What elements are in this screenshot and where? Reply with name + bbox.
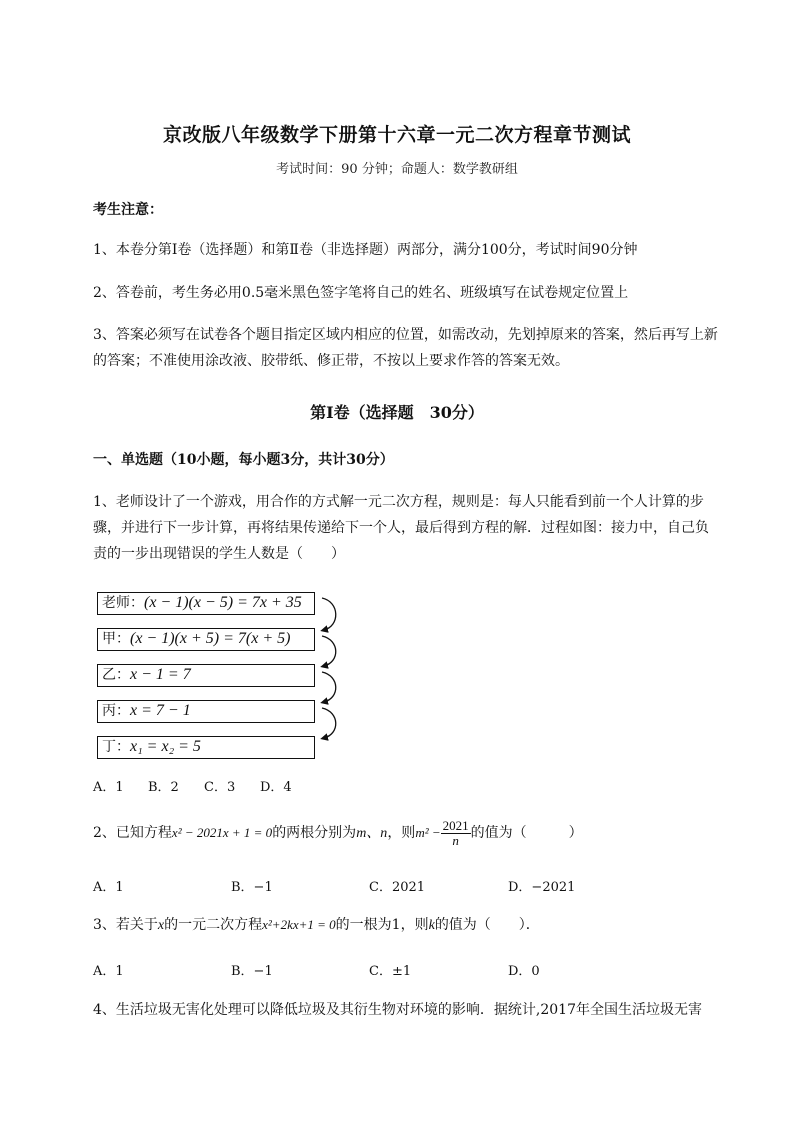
q3-prefix: 3、若关于	[93, 917, 158, 933]
step-expression: x₁ = x₂ = 5	[130, 738, 201, 755]
q1-line-1: 1、老师设计了一个游戏，用合作的方式解一元二次方程，规则是：每人只能看到前一个人计算的步	[93, 494, 704, 510]
page-title: 京改版八年级数学下册第十六章一元二次方程章节测试	[162, 124, 631, 146]
q2-stem	[93, 816, 583, 851]
q1-line-3: 责的一步出现错误的学生人数是（ ）	[93, 546, 345, 562]
q2-option-a[interactable]: A．1	[93, 880, 124, 895]
q1-step-teacher	[97, 592, 315, 615]
q2-expr: m² −	[415, 825, 441, 840]
step-expression: (x − 1)(x + 5) = 7(x + 5)	[130, 630, 291, 647]
fraction-denominator: n	[452, 832, 459, 848]
q2-suffix: 的值为（ ）	[470, 825, 583, 841]
q3-mid: 的一元二次方程	[164, 917, 263, 933]
q4-line-1: 4、生活垃圾无害化处理可以降低垃圾及其衍生物对环境的影响．据统计,2017年全国生活垃圾无害	[93, 1002, 702, 1018]
notice-item-2: 2、答卷前，考生务必用0.5毫米黑色签字笔将自己的姓名、班级填写在试卷规定位置上	[93, 285, 629, 301]
q1-option-d[interactable]: D．4	[260, 780, 292, 795]
q1-line-2: 骤，并进行下一步计算，再将结果传递给下一个人，最后得到方程的解．过程如图：接力中，自己负	[93, 520, 709, 536]
q3-mid2: 的一根为1，则	[335, 917, 429, 933]
q3-option-a[interactable]: A．1	[93, 964, 124, 979]
q2-ask: ，则	[387, 825, 416, 841]
q1-option-a[interactable]: A．1	[93, 780, 124, 795]
step-expression: (x − 1)(x − 5) = 7x + 35	[144, 594, 302, 611]
q2-fraction	[441, 819, 471, 848]
q1-option-c[interactable]: C．3	[204, 780, 236, 795]
q3-suffix: 的值为（ ）．	[434, 917, 540, 933]
q1-step-jia	[97, 628, 315, 651]
q3-var: x	[157, 918, 165, 933]
relay-arrows-icon	[318, 590, 348, 760]
q3-option-d[interactable]: D．0	[508, 964, 540, 979]
fraction-numerator: 2021	[442, 817, 469, 833]
step-expression: x − 1 = 7	[130, 666, 191, 683]
exam-subtitle: 考试时间：90 分钟；命题人：数学教研组	[276, 162, 518, 177]
q3-stem	[93, 915, 540, 936]
step-person: 乙：	[102, 667, 130, 683]
step-person: 甲：	[102, 631, 130, 647]
q2-roots: m、n	[356, 826, 388, 841]
q1-step-ding	[97, 736, 315, 759]
q2-option-b[interactable]: B．−1	[231, 880, 273, 895]
q2-equation: x² − 2021x + 1 = 0	[171, 825, 273, 840]
step-person: 丁：	[102, 739, 130, 755]
q3-option-b[interactable]: B．−1	[231, 964, 273, 979]
q3-option-c[interactable]: C．±1	[369, 964, 412, 979]
q1-step-yi	[97, 664, 315, 687]
notice-item-3: 3、答案必须写在试卷各个题目指定区域内相应的位置，如需改动，先划掉原来的答案，然后再写上新	[93, 327, 718, 343]
section-single-choice: 一、单选题（10小题，每小题3分，共计30分）	[93, 452, 394, 468]
q3-k: k	[428, 918, 435, 933]
q2-prefix: 2、已知方程	[93, 825, 172, 841]
notice-item-1: 1、本卷分第Ⅰ卷（选择题）和第Ⅱ卷（非选择题）两部分，满分100分，考试时间90分钟	[93, 242, 638, 258]
step-expression: x = 7 − 1	[130, 702, 191, 719]
step-person: 丙：	[102, 703, 130, 719]
notice-item-3-cont: 的答案；不准使用涂改液、胶带纸、修正带，不按以上要求作答的答案无效。	[93, 353, 569, 369]
notice-heading: 考生注意：	[93, 202, 163, 218]
q3-equation: x²+2kx+1 = 0	[262, 917, 336, 932]
q1-step-bing	[97, 700, 315, 723]
part1-title: 第Ⅰ卷（选择题 30分）	[310, 403, 484, 422]
step-person: 老师：	[102, 595, 144, 611]
q1-option-b[interactable]: B．2	[148, 780, 179, 795]
q2-option-d[interactable]: D．−2021	[508, 880, 576, 895]
q2-option-c[interactable]: C．2021	[369, 880, 426, 895]
q2-mid: 的两根分别为	[272, 825, 357, 841]
